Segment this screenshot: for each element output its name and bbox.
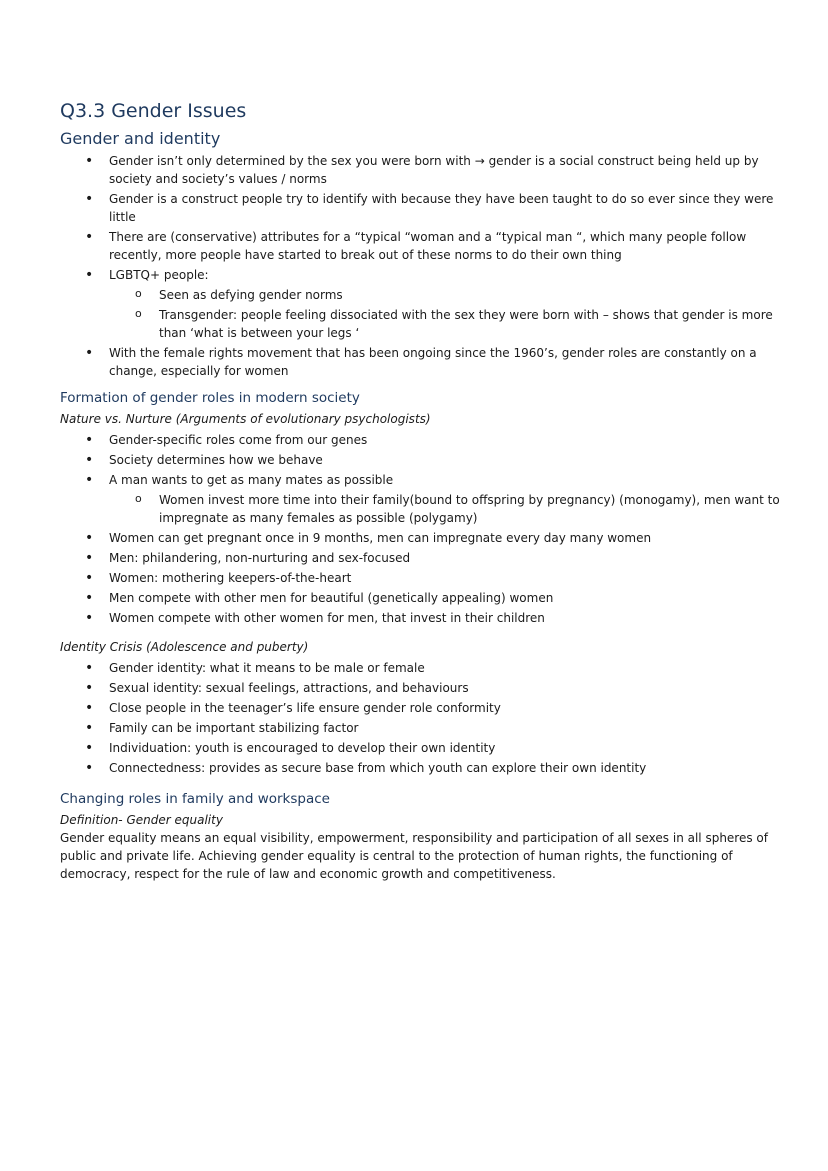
section-heading-gender-identity: Gender and identity (60, 129, 221, 148)
list-item: • Gender is a construct people try to identify with because they have been taught to do so ever since they were little (60, 190, 790, 226)
list-item: • Family can be important stabilizing factor (60, 719, 790, 737)
sub-list-item: o Seen as defying gender norms (60, 286, 790, 304)
list-item: • With the female rights movement that has been ongoing since the 1960’s, gender roles are constantly on a change, especially for women (60, 344, 790, 380)
list-item: • Close people in the teenager’s life ensure gender role conformity (60, 699, 790, 717)
subheading-identity-crisis: Identity Crisis (Adolescence and puberty) (60, 640, 309, 654)
list-item: • Gender identity: what it means to be male or female (60, 659, 790, 677)
list-item: • Connectedness: provides as secure base from which youth can explore their own identity (60, 759, 790, 777)
sub-list-item: o Transgender: people feeling dissociated with the sex they were born with – shows that gender is more than ‘what is between your legs ‘ (60, 306, 790, 342)
list-item: • Men: philandering, non-nurturing and sex-focused (60, 549, 790, 567)
gender-identity-list (60, 152, 790, 382)
identity-crisis-list (60, 659, 790, 779)
section-heading-formation: Formation of gender roles in modern society (60, 390, 360, 406)
list-item: • Women compete with other women for men, that invest in their children (60, 609, 790, 627)
list-item: • Women can get pregnant once in 9 months, men can impregnate every day many women (60, 529, 790, 547)
list-item: • Men compete with other men for beautiful (genetically appealing) women (60, 589, 790, 607)
list-item: • There are (conservative) attributes for a “typical “woman and a “typical man “, which many people follow recently, more people have started to break out of these norms to do their own thing (60, 228, 790, 264)
list-item: • LGBTQ+ people: (60, 266, 790, 284)
page-title: Q3.3 Gender Issues (60, 100, 247, 122)
sub-list-item: o Women invest more time into their family(bound to offspring by pregnancy) (monogamy), men want to impregnate as many females as possible (polygamy) (60, 491, 790, 527)
list-item: • A man wants to get as many mates as possible (60, 471, 790, 489)
subheading-definition: Definition- Gender equality (60, 813, 223, 827)
section-heading-changing-roles: Changing roles in family and workspace (60, 791, 330, 807)
list-item: • Sexual identity: sexual feelings, attractions, and behaviours (60, 679, 790, 697)
list-item: • Society determines how we behave (60, 451, 790, 469)
formation-list (60, 431, 790, 629)
list-item: • Individuation: youth is encouraged to develop their own identity (60, 739, 790, 757)
list-item: • Gender-specific roles come from our genes (60, 431, 790, 449)
subheading-nature-nurture: Nature vs. Nurture (Arguments of evolutionary psychologists) (60, 412, 431, 426)
list-item: • Women: mothering keepers-of-the-heart (60, 569, 790, 587)
list-item: • Gender isn’t only determined by the sex you were born with → gender is a social construct being held up by society and society’s values / norms (60, 152, 790, 188)
gender-equality-paragraph: Gender equality means an equal visibility, empowerment, responsibility and participation of all sexes in all spheres of public and private life. Achieving gender equality is central to the protection of human rights, the functioning of democracy, respect for the rule of law and economic growth and competitiveness. (60, 831, 768, 881)
